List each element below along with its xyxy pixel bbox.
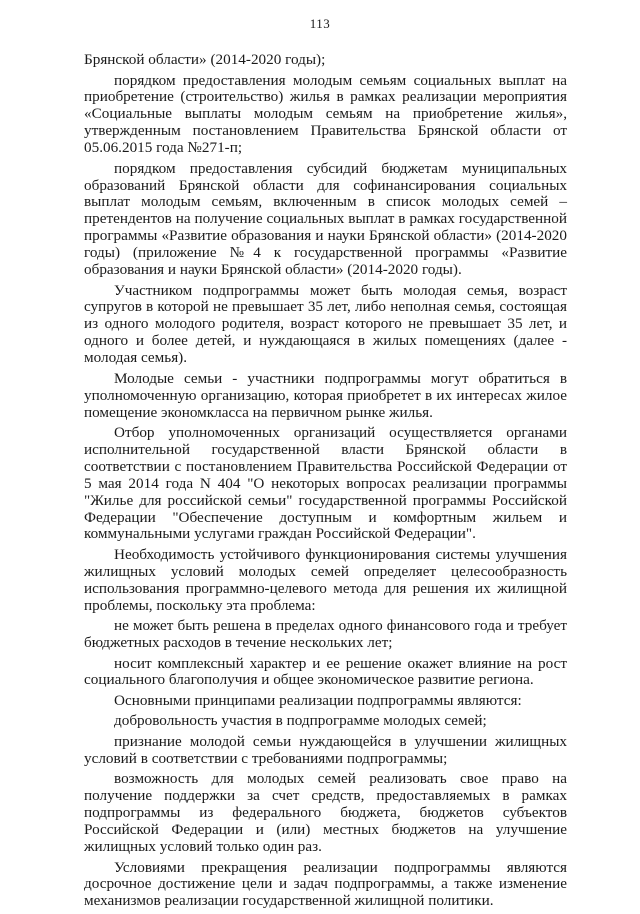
paragraph: возможность для молодых семей реализовать свое право на получение поддержки за счет средств, предоставляемых в рамках подпрограммы из федерального бюджета, бюджетов субъектов Российской Федерации и (или) местных бюджетов на улучшение жилищных условий только один раз. — [84, 770, 567, 855]
paragraph: порядком предоставления субсидий бюджетам муниципальных образований Брянской области для софинансирования социальных выплат молодым семьям, включенным в список молодых семей – претендентов на получение социальных выплат в рамках государственной программы «Развитие образования и науки Брянской области» (2014-2020 годы) (приложение №4 к государственной программы «Развитие образования и науки Брянской области» (2014-2020 годы). — [84, 159, 567, 279]
page-number: 113 — [309, 16, 331, 31]
document-body — [84, 52, 567, 914]
paragraph: Отбор уполномоченных организаций осуществляется органами исполнительной государственной власти Брянской области в соответствии с постановлением Правительства Российской Федерации от 5 мая 2014 года N 404 "О некоторых вопросах реализации программы "Жилье для российской семьи" государственной программы Российской Федерации "Обеспечение доступным и комфортным жильем и коммунальными услугами граждан Российской Федерации". — [84, 424, 567, 543]
paragraph: Участником подпрограммы может быть молодая семья, возраст супругов в которой не превышает 35 лет, либо неполная семья, состоящая из одного молодого родителя, возраст которого не превышает 35 лет, и одного и более детей, и нуждающаяся в жилых помещениях (далее - молодая семья). — [84, 281, 567, 367]
paragraph: добровольность участия в подпрограмме молодых семей; — [114, 712, 487, 730]
paragraph: признание молодой семьи нуждающейся в улучшении жилищных условий в соответствии с требованиями подпрограммы; — [84, 732, 567, 767]
paragraph: порядком предоставления молодым семьям социальных выплат на приобретение (строительство) жилья в рамках реализации мероприятия «Социальные выплаты молодым семьям на приобретение жилья», утвержденным постановлением Правительства Брянской области от 05.06.2015 года №271-п; — [84, 71, 567, 157]
paragraph-continuation: Брянской области» (2014-2020 годы); — [84, 51, 326, 68]
paragraph: не может быть решена в пределах одного финансового года и требует бюджетных расходов в течение нескольких лет; — [84, 617, 567, 652]
paragraph: Основными принципами реализации подпрограммы являются: — [114, 691, 522, 709]
paragraph: Необходимость устойчивого функционирования системы улучшения жилищных условий молодых семей определяет целесообразность использования программно-целевого метода для решения их жилищной проблемы, поскольку эта проблема: — [84, 545, 567, 614]
paragraph: носит комплексный характер и ее решение окажет влияние на рост социального благополучия и общее экономическое развитие региона. — [84, 654, 567, 689]
paragraph: Молодые семьи - участники подпрограммы могут обратиться в уполномоченную организацию, которая приобретет в их интересах жилое помещение экономкласса на первичном рынке жилья. — [84, 369, 567, 421]
paragraph: Условиями прекращения реализации подпрограммы являются досрочное достижение цели и задач подпрограммы, а также изменение механизмов реализации государственной жилищной политики. — [84, 858, 567, 910]
